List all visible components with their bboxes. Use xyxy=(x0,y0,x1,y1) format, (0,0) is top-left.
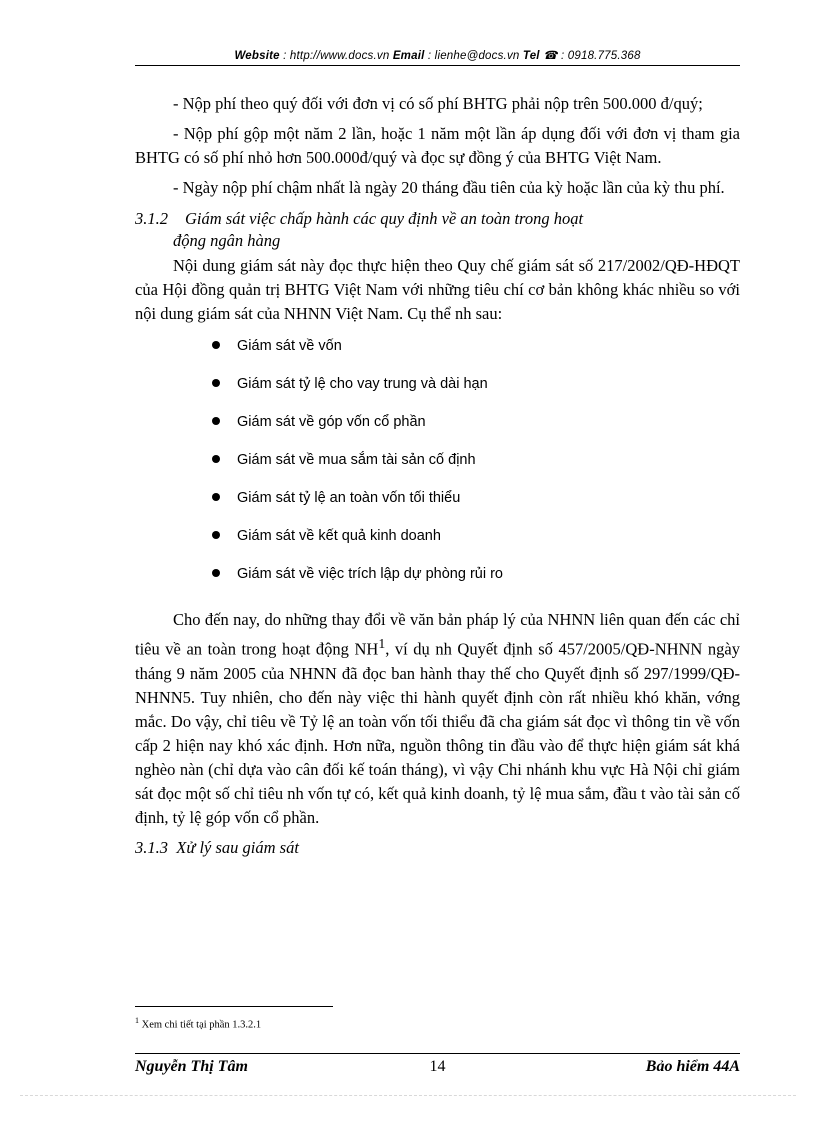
footnote-reference[interactable]: 1 xyxy=(378,636,386,651)
footer-class: Bảo hiểm 44A xyxy=(645,1058,740,1075)
list-item: Giám sát về việc trích lập dự phòng rủi ro xyxy=(135,562,740,600)
bullet-icon xyxy=(212,531,220,539)
website-label: Website xyxy=(234,50,280,62)
list-item: Giám sát về góp vốn cổ phần xyxy=(135,410,740,448)
tel-label: Tel xyxy=(522,50,540,62)
list-item: Giám sát về vốn xyxy=(135,334,740,372)
bullet-icon xyxy=(212,417,220,425)
footnote-divider xyxy=(135,1006,333,1007)
bullet-icon xyxy=(212,569,220,577)
footnote-mark: 1 xyxy=(135,1016,139,1025)
email-address[interactable]: : lienhe@docs.vn xyxy=(424,50,523,62)
list-item: Giám sát về mua sắm tài sản cố định xyxy=(135,448,740,486)
paragraph-supervision-content: Nội dung giám sát này đọc thực hiện theo Quy chế giám sát số 217/2002/QĐ-HĐQT của Hội đồng quản trị BHTG Việt Nam với những tiêu chí cơ bản không khác nhiều so với nội dung giám sát của NHNN Việt Nam. Cụ thể nh sau: xyxy=(135,256,740,323)
section-title-line1: Giám sát việc chấp hành các quy định về an toàn trong hoạt xyxy=(185,209,584,228)
page-number: 14 xyxy=(429,1058,446,1075)
paragraph-fee-deadline: - Ngày nộp phí chậm nhất là ngày 20 tháng đầu tiên của kỳ hoặc lần của kỳ thu phí. xyxy=(173,178,725,197)
paragraph-current-status: Cho đến nay, do những thay đổi về văn bản pháp lý của NHNN liên quan đến các chỉ tiêu về an toàn trong hoạt động $NH^1$, ví dụ nh Quyết định số 457/2005/QĐ-NHNN ngày tháng 9 năm 2005 của NHNN đã đọc ban hành thay thế cho Quyết định số 297/1999/QĐ- NHNN5. Tuy nhiên, cho đến này việc thi hành quyết định còn rất nhiều khó khăn, vớng mắc. Do vậy, chỉ tiêu về Tỷ lệ an toàn vốn tối thiểu đã cha giám sát đọc vì thông tin về vốn cấp 2 hiện nay khó xác định. Hơn nữa, nguồn thông tin đầu vào để thực hiện giám sát khá nghèo nàn (chỉ dựa vào cân đối kế toán tháng), vì vậy Chi nhánh khu vực Hà Nội chỉ giám sát đọc một số chỉ tiêu nh vốn tự có, kết quả kinh doanh, tỷ lệ mua sắm, đầu t vào tài sản cố định, tỷ lệ góp vốn cổ phần. xyxy=(135,610,740,827)
bullet-icon xyxy=(212,455,220,463)
section-title: Xử lý sau giám sát xyxy=(176,837,299,857)
bullet-icon xyxy=(212,341,220,349)
page-edge-divider xyxy=(20,1095,796,1096)
bullet-icon xyxy=(212,493,220,501)
paragraph-quarterly-fee: - Nộp phí theo quý đối với đơn vị có số phí BHTG phải nộp trên 500.000 đ/quý; xyxy=(173,94,703,113)
footnote xyxy=(135,1016,261,1031)
section-number: 3.1.3 xyxy=(135,837,168,857)
list-item: Giám sát tỷ lệ cho vay trung và dài hạn xyxy=(135,372,740,410)
section-number: 3.1.2 xyxy=(135,209,168,228)
supervision-criteria-list xyxy=(135,334,740,600)
footer-author: Nguyễn Thị Tâm xyxy=(135,1058,248,1075)
header-divider xyxy=(135,65,740,66)
footnote-text: Xem chi tiết tại phần 1.3.2.1 xyxy=(139,1019,262,1031)
tel-number: ☎ : 0918.775.368 xyxy=(539,50,641,62)
document-body xyxy=(135,92,740,860)
footer-divider xyxy=(135,1053,740,1054)
list-item: Giám sát tỷ lệ an toàn vốn tối thiểu xyxy=(135,486,740,524)
page-header xyxy=(135,48,740,62)
list-item: Giám sát về kết quả kinh doanh xyxy=(135,524,740,562)
section-title-line2: động ngân hàng xyxy=(173,231,281,250)
email-label: Email xyxy=(392,50,425,62)
website-url[interactable]: : http://www.docs.vn xyxy=(279,50,393,62)
paragraph-lump-sum-fee: - Nộp phí gộp một năm 2 lần, hoặc 1 năm một lần áp dụng đối với đơn vị tham gia BHTG có số phí nhỏ hơn 500.000đ/quý và đọc sự đồng ý của BHTG Việt Nam. xyxy=(135,124,740,167)
bullet-icon xyxy=(212,379,220,387)
section-heading-3-1-3 xyxy=(135,836,740,860)
section-heading-3-1-2 xyxy=(135,208,740,252)
